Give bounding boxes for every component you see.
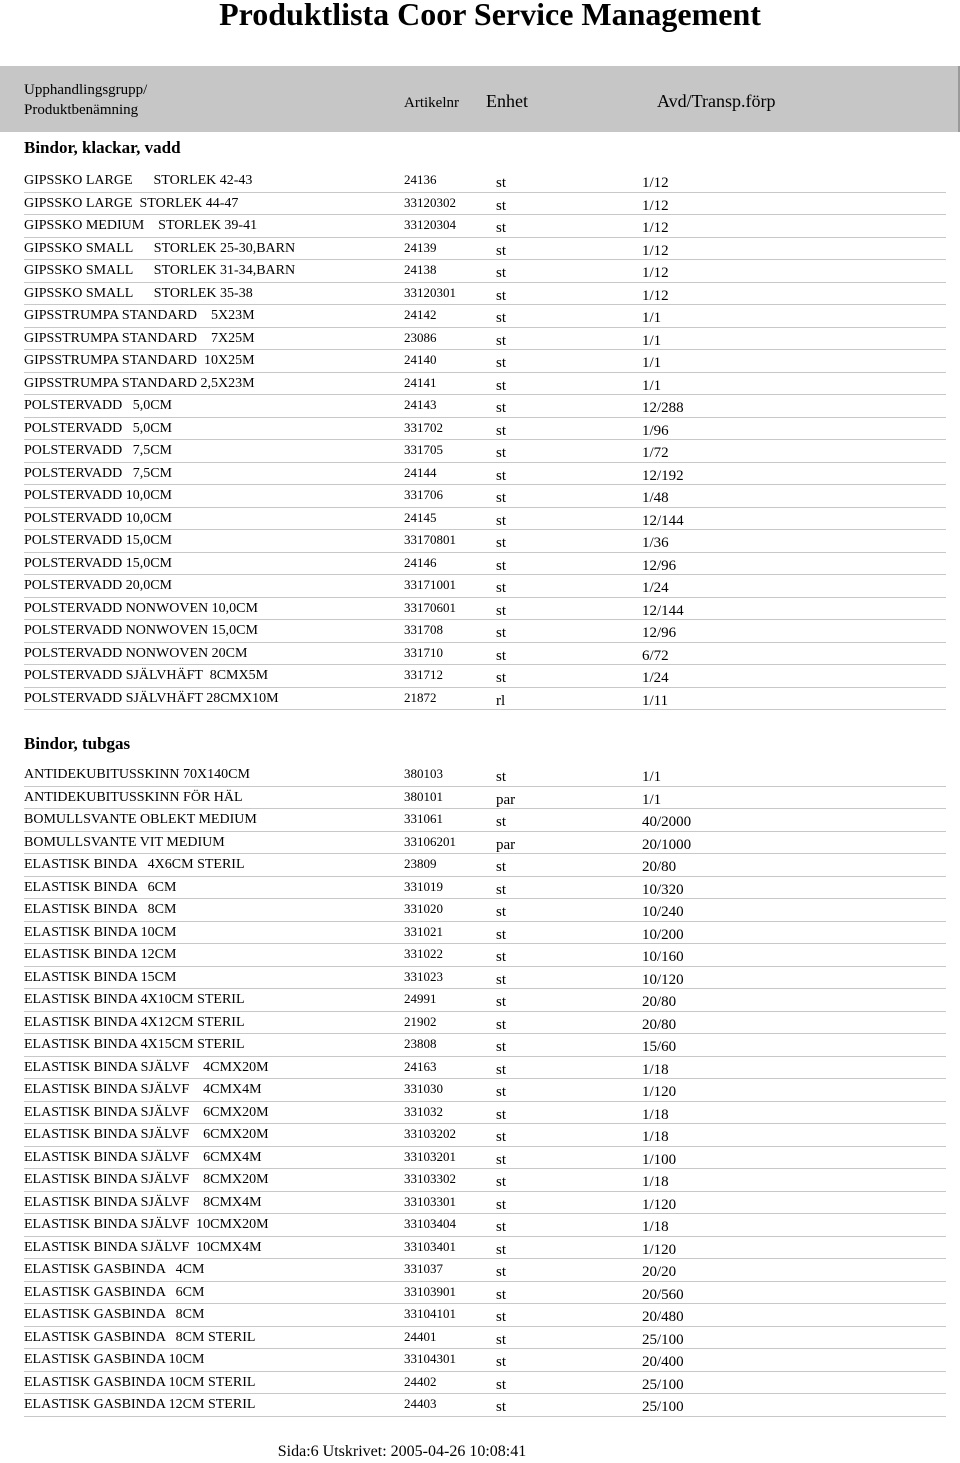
table-row [24,854,946,877]
article-number: 33103901 [404,1283,456,1299]
unit: st [496,994,507,1010]
unit: st [496,467,507,484]
unit: par [496,791,516,808]
unit: st [496,557,507,574]
article-number: 331030 [404,1081,443,1096]
table-row [24,553,946,576]
pack-size: 15/60 [642,1039,677,1055]
product-name: ELASTISK BINDA SJÄLVF 4CMX4M [24,1082,262,1097]
product-name: ELASTISK BINDA SJÄLVF 6CMX20M [24,1127,269,1142]
article-number: 380101 [404,788,443,804]
unit: st [496,332,507,349]
unit: st [496,1331,507,1348]
table-row [24,508,946,531]
table-row [24,1372,946,1395]
pack-size: 1/18 [642,1106,669,1123]
unit: st [496,926,507,943]
table-row [24,395,946,418]
section-bindor-klackar-vadd [0,134,960,709]
table-row [24,787,946,810]
pack-size: 1/18 [642,1219,669,1235]
table-row [24,328,946,351]
product-name: BOMULLSVANTE VIT MEDIUM [24,834,225,850]
pack-size: 12/288 [642,400,684,416]
table-row [24,283,946,306]
product-name: ELASTISK BINDA 6CM [24,879,177,895]
table-row [24,1079,946,1102]
section-title: Bindor, tubgas [24,734,131,753]
article-number: 331706 [404,487,443,502]
header-group-line2: Produktbenämning [24,102,139,118]
unit: st [496,1016,507,1033]
article-number: 24140 [404,352,437,367]
pack-size: 20/1000 [642,836,692,853]
pack-size: 1/120 [642,1241,677,1258]
product-name: ELASTISK BINDA 4X6CM STERIL [24,857,245,872]
unit: st [496,197,507,214]
product-name: GIPSSKO SMALL STORLEK 25-30,BARN [24,240,296,256]
unit: st [496,1354,507,1370]
pack-size: 1/1 [642,377,662,394]
pack-size: 1/18 [642,1174,669,1190]
pack-size: 10/240 [642,904,684,920]
product-name: ELASTISK BINDA SJÄLVF 8CMX4M [24,1194,262,1210]
unit: st [496,175,507,191]
pack-size: 1/12 [642,242,669,259]
product-name: POLSTERVADD SJÄLVHÄFT 28CMX10M [24,690,279,706]
article-number: 24144 [404,464,437,480]
pack-size: 20/400 [642,1354,684,1370]
table-row [24,665,946,688]
pack-size: 1/1 [642,355,662,371]
product-name: ELASTISK BINDA SJÄLVF 8CMX20M [24,1172,269,1187]
pack-size: 1/1 [642,332,662,349]
article-number: 33104301 [404,1351,456,1366]
pack-size: 1/18 [642,1061,669,1078]
unit: st [496,1286,507,1303]
unit: st [496,1039,507,1055]
product-name: POLSTERVADD 10,0CM [24,510,172,526]
table-row [24,598,946,621]
unit: st [496,1264,507,1280]
pack-size: 1/24 [642,580,669,596]
table-row [24,989,946,1012]
pack-size: 25/100 [642,1376,684,1393]
unit: st [496,355,507,371]
article-number: 24143 [404,397,437,412]
pack-size: 1/36 [642,535,669,551]
product-name: ELASTISK BINDA 10CM [24,924,177,940]
pack-size: 1/48 [642,490,669,506]
table-row [24,485,946,508]
pack-size: 10/160 [642,949,684,965]
pack-size: 12/144 [642,602,684,619]
article-number: 33103401 [404,1238,456,1254]
product-name: GIPSSKO LARGE STORLEK 42-43 [24,173,253,188]
unit: st [496,242,507,259]
article-number: 331020 [404,901,443,916]
pack-size: 12/144 [642,512,684,529]
pack-size: 25/100 [642,1331,684,1348]
header-group-label [24,80,147,120]
unit: st [496,1399,507,1415]
article-number: 23086 [404,329,437,345]
article-number: 24145 [404,509,437,525]
table-row [24,305,946,328]
product-name: GIPSSTRUMPA STANDARD 10X25M [24,353,255,368]
product-name: BOMULLSVANTE OBLEKT MEDIUM [24,812,257,827]
page-title: Produktlista Coor Service Management [219,0,761,32]
pack-size: 12/96 [642,557,677,574]
table-row [24,1349,946,1372]
article-number: 331023 [404,968,443,984]
table-row [24,575,946,598]
table-row [24,809,946,832]
article-number: 33120304 [404,217,456,232]
product-name: GIPSSKO SMALL STORLEK 35-38 [24,285,253,301]
product-name: POLSTERVADD 10,0CM [24,488,172,503]
article-number: 331032 [404,1103,443,1119]
pack-size: 1/1 [642,791,662,808]
unit: st [496,377,507,394]
unit: st [496,310,507,326]
article-number: 24403 [404,1396,437,1411]
table-row [24,260,946,283]
product-name: ELASTISK GASBINDA 8CM STERIL [24,1329,256,1345]
unit: st [496,949,507,965]
unit: st [496,490,507,506]
page-footer: Sida:6 Utskrivet: 2005-04-26 10:08:41 [277,1443,527,1460]
product-name: POLSTERVADD 15,0CM [24,555,172,571]
pack-size: 1/12 [642,287,669,304]
table-row [24,1304,946,1327]
product-name: POLSTERVADD SJÄLVHÄFT 8CMX5M [24,668,269,683]
unit: st [496,512,507,529]
pack-size: 1/11 [642,692,669,709]
pack-size: 10/120 [642,971,684,988]
article-number: 33103302 [404,1171,456,1186]
unit: par [496,836,516,853]
pack-size: 1/1 [642,310,662,326]
unit: st [496,859,507,875]
product-name: ELASTISK BINDA 8CM [24,902,177,917]
article-number: 33103201 [404,1148,456,1164]
table-row [24,643,946,666]
article-number: 21872 [404,689,437,705]
product-name: GIPSSKO MEDIUM STORLEK 39-41 [24,218,258,233]
article-number: 331712 [404,667,443,682]
product-name: GIPSSTRUMPA STANDARD 5X23M [24,308,255,323]
article-number: 33170601 [404,599,456,615]
product-name: POLSTERVADD NONWOVEN 15,0CM [24,623,258,638]
unit: st [496,1061,507,1078]
product-name: ANTIDEKUBITUSSKINN FÖR HÄL [24,789,243,805]
table-row [24,530,946,553]
unit: st [496,670,507,686]
table-row [24,1237,946,1260]
article-number: 33106201 [404,833,456,849]
section-bindor-tubgas [0,730,960,1415]
product-name: ANTIDEKUBITUSSKINN 70X140CM [24,767,250,782]
unit: st [496,1241,507,1258]
article-number: 33171001 [404,577,456,592]
table-row [24,877,946,900]
table-row [24,215,946,238]
unit: st [496,1309,507,1325]
pack-size: 20/80 [642,1016,677,1033]
pack-size: 1/12 [642,220,669,236]
article-number: 23808 [404,1036,437,1051]
article-number: 33104101 [404,1306,456,1321]
table-row [24,1394,946,1417]
unit: st [496,881,507,898]
article-number: 24991 [404,991,437,1006]
pack-size: 6/72 [642,647,669,664]
table-row [24,832,946,855]
article-number: 23809 [404,856,437,871]
unit: st [496,220,507,236]
unit: st [496,265,507,281]
unit: st [496,647,507,664]
pack-size: 1/120 [642,1196,677,1213]
pack-size: 25/100 [642,1399,684,1415]
unit: st [496,1376,507,1393]
unit: st [496,602,507,619]
table-row [24,1259,946,1282]
unit: st [496,287,507,304]
article-number: 24401 [404,1328,437,1344]
unit: st [496,400,507,416]
article-number: 331019 [404,878,443,894]
unit: st [496,1174,507,1190]
pack-size: 1/12 [642,197,669,214]
product-list [0,764,960,1417]
table-row [24,373,946,396]
product-name: ELASTISK GASBINDA 8CM [24,1307,205,1322]
product-name: GIPSSTRUMPA STANDARD 7X25M [24,330,255,346]
article-number: 33103301 [404,1193,456,1209]
product-name: ELASTISK GASBINDA 10CM STERIL [24,1374,256,1390]
product-name: ELASTISK BINDA SJÄLVF 6CMX4M [24,1149,262,1165]
unit: st [496,769,507,785]
table-row [24,1034,946,1057]
unit: st [496,1219,507,1235]
unit: st [496,971,507,988]
article-number: 21902 [404,1013,437,1029]
product-name: ELASTISK GASBINDA 12CM STERIL [24,1397,256,1412]
product-name: POLSTERVADD NONWOVEN 10,0CM [24,600,258,616]
product-name: GIPSSKO SMALL STORLEK 31-34,BARN [24,263,296,278]
table-row [24,1147,946,1170]
pack-size: 1/96 [642,422,669,439]
unit: st [496,580,507,596]
product-name: GIPSSTRUMPA STANDARD 2,5X23M [24,375,255,391]
article-number: 331022 [404,946,443,961]
table-row [24,238,946,261]
pack-size: 20/560 [642,1286,684,1303]
product-name: ELASTISK BINDA 4X12CM STERIL [24,1014,245,1030]
article-number: 24146 [404,554,437,570]
article-number: 24141 [404,374,437,390]
article-number: 33120302 [404,194,456,210]
product-name: POLSTERVADD 5,0CM [24,420,172,436]
product-name: ELASTISK BINDA 4X10CM STERIL [24,992,245,1007]
product-name: POLSTERVADD NONWOVEN 20CM [24,645,248,661]
article-number: 331061 [404,811,443,826]
article-number: 24402 [404,1373,437,1389]
table-row [24,922,946,945]
article-number: 331037 [404,1261,443,1276]
product-name: ELASTISK BINDA 4X15CM STERIL [24,1037,245,1052]
table-row [24,764,946,787]
article-number: 331710 [404,644,443,660]
table-row [24,463,946,486]
table-row [24,350,946,373]
unit: st [496,625,507,641]
pack-size: 10/200 [642,926,684,943]
pack-size: 40/2000 [642,814,692,830]
product-name: ELASTISK BINDA 12CM [24,947,177,962]
table-row [24,944,946,967]
product-name: ELASTISK BINDA SJÄLVF 4CMX20M [24,1059,269,1075]
pack-size: 12/192 [642,467,684,484]
article-number: 24136 [404,172,437,187]
unit: st [496,422,507,439]
article-number: 331708 [404,622,443,637]
table-row [24,1057,946,1080]
pack-size: 1/24 [642,670,669,686]
unit: st [496,1106,507,1123]
article-number: 33170801 [404,532,456,547]
table-row [24,1214,946,1237]
product-list [0,170,960,710]
pack-size: 20/480 [642,1309,684,1325]
pack-size: 12/96 [642,625,677,641]
pack-size: 1/1 [642,769,662,785]
table-row [24,620,946,643]
table-row [24,899,946,922]
article-number: 331702 [404,419,443,435]
section-title: Bindor, klackar, vadd [24,138,181,157]
article-number: 331705 [404,442,443,457]
article-number: 24138 [404,262,437,277]
table-row [24,170,946,193]
article-number: 24142 [404,307,437,322]
product-name: POLSTERVADD 20,0CM [24,578,172,593]
product-name: ELASTISK BINDA SJÄLVF 10CMX20M [24,1217,269,1232]
unit: rl [496,692,506,709]
table-row [24,1282,946,1305]
pack-size: 20/80 [642,859,677,875]
article-number: 33103202 [404,1126,456,1141]
pack-size: 20/80 [642,994,677,1010]
product-name: ELASTISK GASBINDA 4CM [24,1262,205,1277]
unit: st [496,814,507,830]
header-group-line1: Upphandlingsgrupp/ [24,82,148,98]
pack-size: 1/18 [642,1129,669,1145]
table-row [24,1102,946,1125]
table-row [24,1012,946,1035]
product-name: ELASTISK GASBINDA 6CM [24,1284,205,1300]
pack-size: 1/100 [642,1151,677,1168]
product-name: ELASTISK BINDA SJÄLVF 6CMX20M [24,1104,269,1120]
product-name: ELASTISK GASBINDA 10CM [24,1352,205,1367]
unit: st [496,1151,507,1168]
product-name: POLSTERVADD 15,0CM [24,533,172,548]
table-row [24,967,946,990]
table-row [24,688,946,711]
unit: st [496,1129,507,1145]
product-name: ELASTISK BINDA SJÄLVF 10CMX4M [24,1239,262,1255]
article-number: 331021 [404,923,443,939]
product-name: ELASTISK BINDA 15CM [24,969,177,985]
pack-size: 1/12 [642,175,669,191]
table-row [24,193,946,216]
article-number: 24163 [404,1058,437,1074]
article-number: 33103404 [404,1216,456,1231]
pack-size: 20/20 [642,1264,677,1280]
table-row [24,418,946,441]
table-row [24,1169,946,1192]
header-article-label: Artikelnr [404,95,459,111]
product-name: GIPSSKO LARGE STORLEK 44-47 [24,195,239,211]
header-unit-label: Enhet [486,91,528,111]
unit: st [496,445,507,461]
product-name: POLSTERVADD 7,5CM [24,443,172,458]
table-row [24,1327,946,1350]
column-header-band [0,66,960,132]
product-name: POLSTERVADD 7,5CM [24,465,172,481]
table-row [24,1124,946,1147]
pack-size: 10/320 [642,881,684,898]
product-name: POLSTERVADD 5,0CM [24,398,172,413]
header-pack-label: Avd/Transp.förp [657,91,776,111]
table-row [24,1192,946,1215]
pack-size: 1/12 [642,265,669,281]
unit: st [496,904,507,920]
table-row [24,440,946,463]
article-number: 380103 [404,766,443,781]
pack-size: 1/72 [642,445,669,461]
pack-size: 1/120 [642,1084,677,1100]
unit: st [496,535,507,551]
article-number: 33120301 [404,284,456,300]
article-number: 24139 [404,239,437,255]
unit: st [496,1084,507,1100]
unit: st [496,1196,507,1213]
